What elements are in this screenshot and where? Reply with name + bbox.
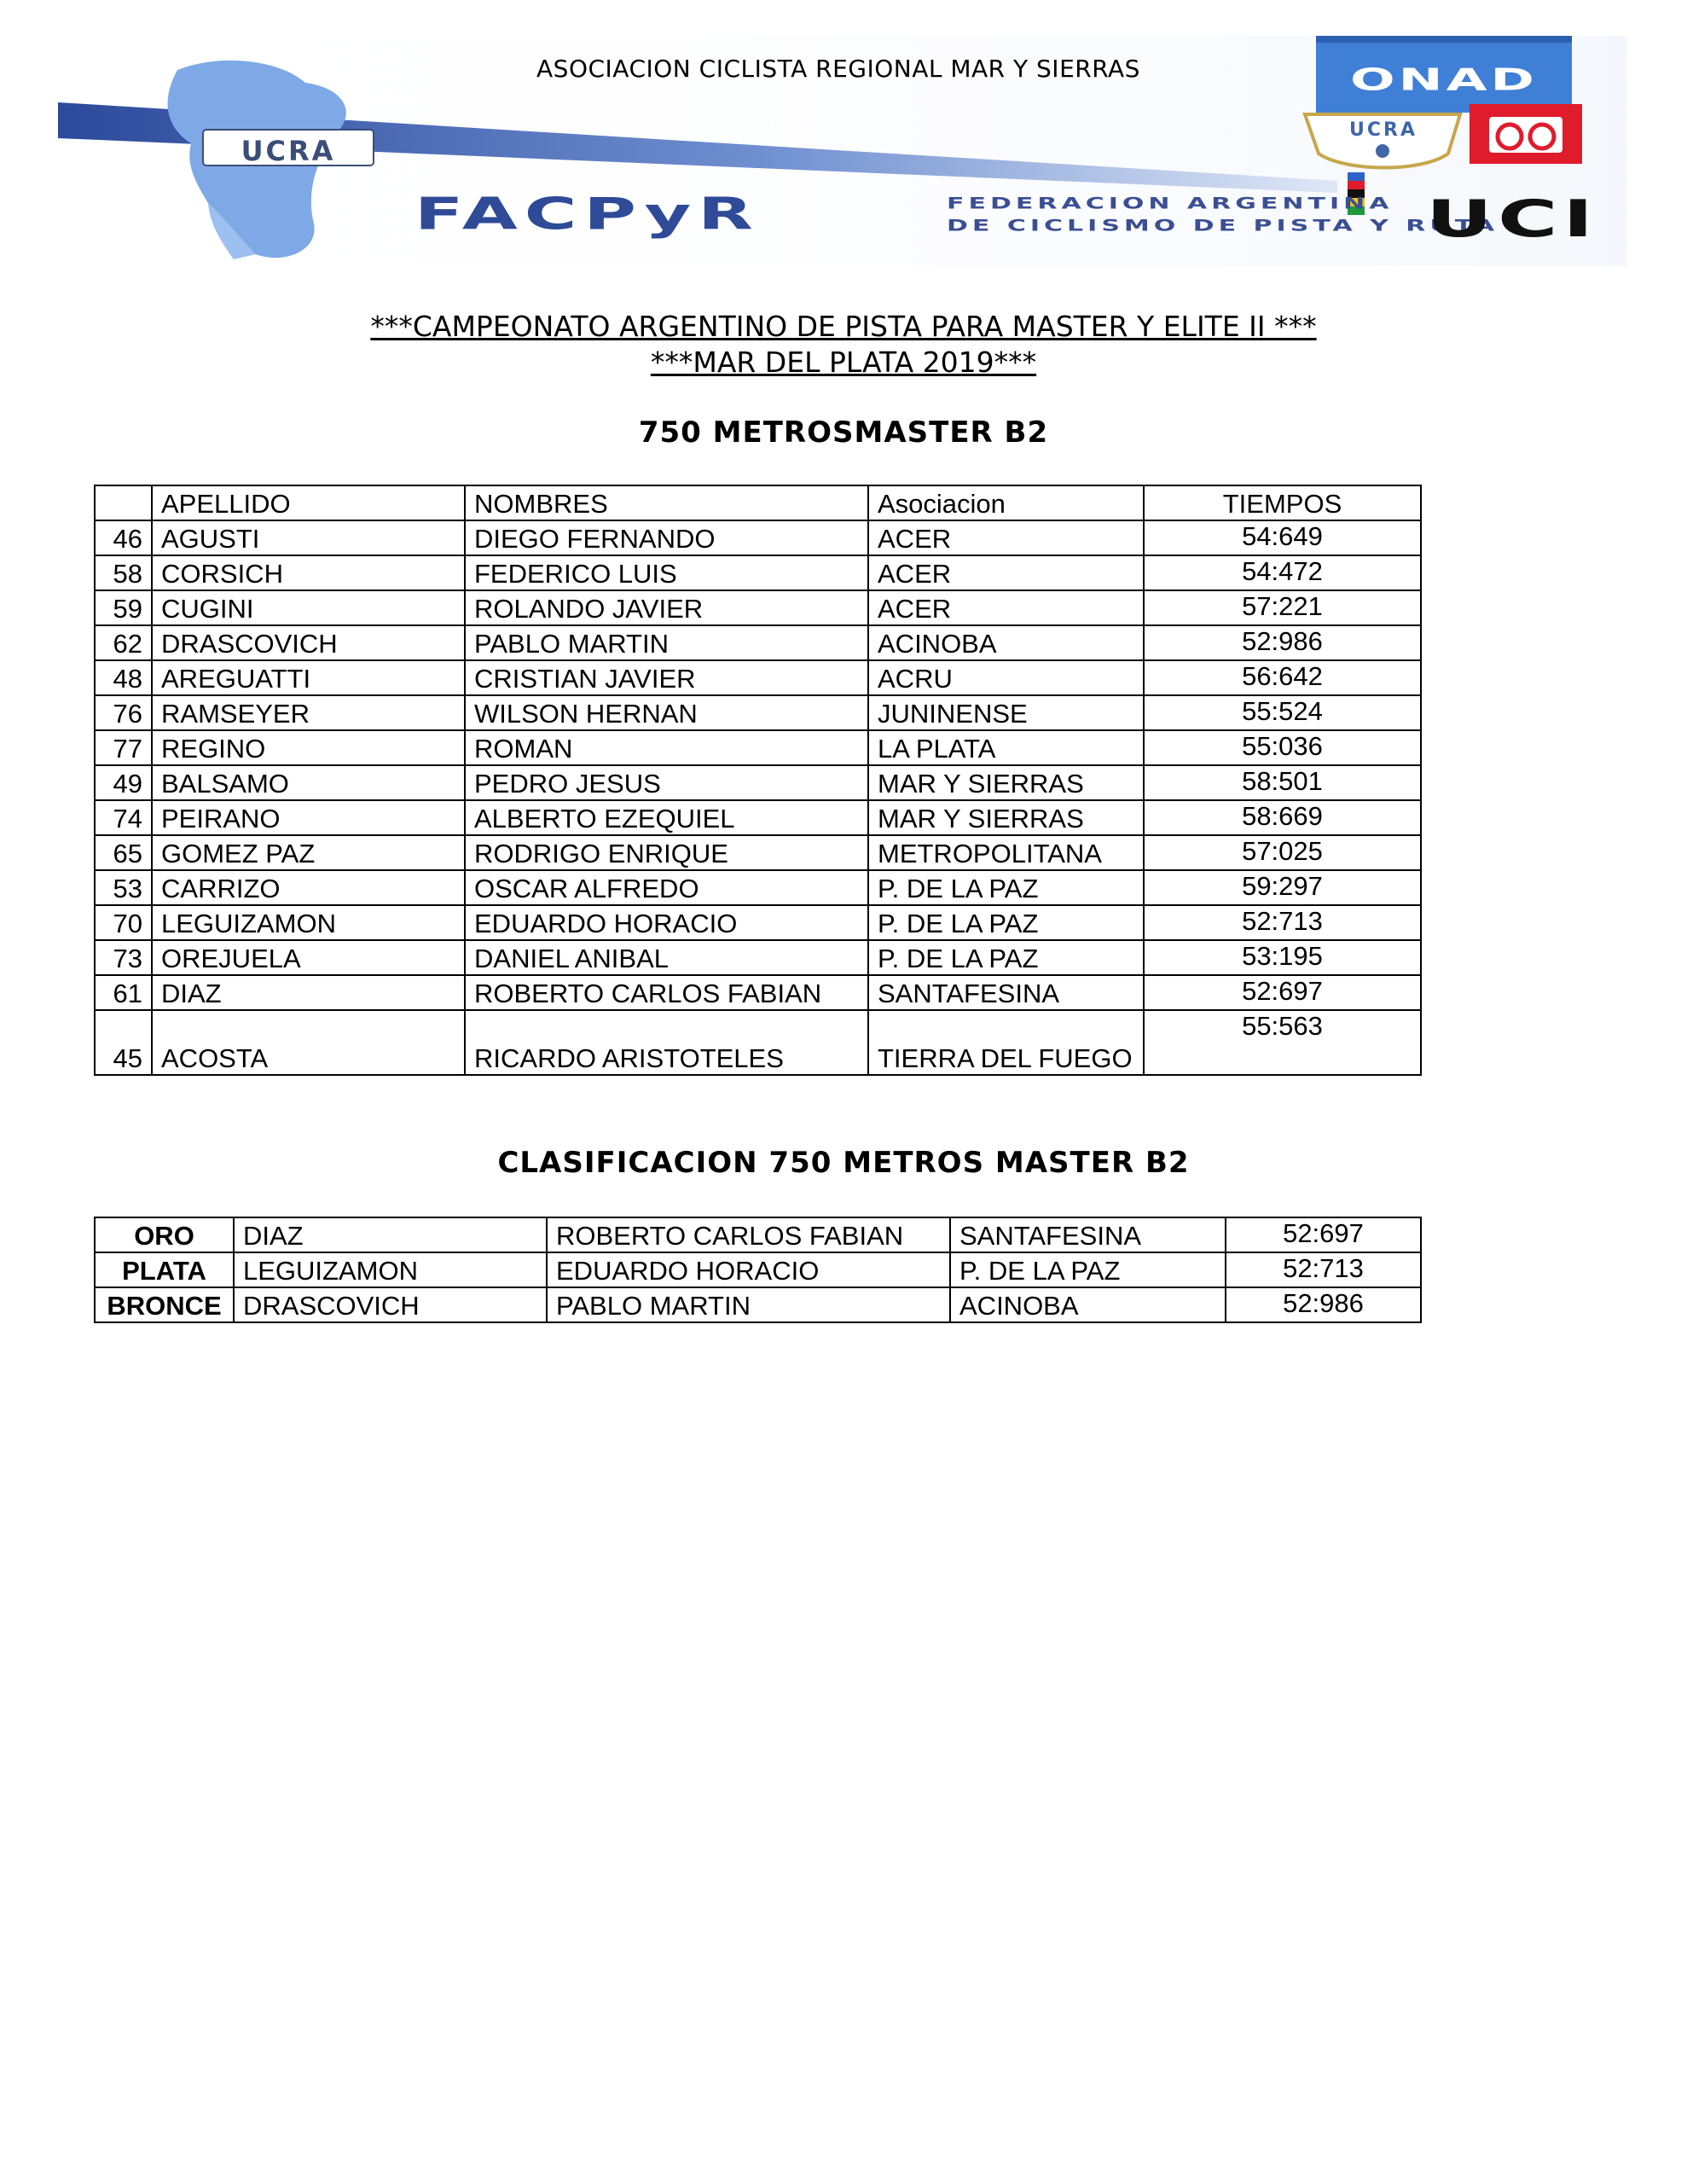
rider-surname: DRASCOVICH: [234, 1287, 547, 1322]
rider-association: JUNINENSE: [868, 695, 1144, 730]
rider-time: 59:297: [1144, 870, 1421, 905]
rider-time: 58:669: [1144, 800, 1421, 835]
rider-time: 57:025: [1144, 835, 1421, 870]
rider-association: ACINOBA: [950, 1287, 1226, 1322]
rider-time: 53:195: [1144, 940, 1421, 975]
rider-association: P. DE LA PAZ: [868, 940, 1144, 975]
rider-surname: ACOSTA: [152, 1010, 465, 1075]
rider-names: OSCAR ALFREDO: [465, 870, 868, 905]
rider-time: 54:472: [1144, 555, 1421, 590]
results-header-row: [95, 485, 1421, 520]
rider-names: DANIEL ANIBAL: [465, 940, 868, 975]
header-banner: [58, 36, 1627, 266]
uci-wordmark: UCI: [1426, 189, 1599, 249]
rider-surname: GOMEZ PAZ: [152, 835, 465, 870]
rider-association: MAR Y SIERRAS: [868, 800, 1144, 835]
classification-table: [94, 1217, 1422, 1323]
rider-time: 52:986: [1144, 625, 1421, 660]
ucra-map-label: UCRA: [241, 135, 336, 167]
rider-time: 52:713: [1144, 905, 1421, 940]
results-table: [94, 485, 1422, 1076]
rider-names: CRISTIAN JAVIER: [465, 660, 868, 695]
rider-number: 45: [95, 1010, 152, 1075]
rider-surname: LEGUIZAMON: [152, 905, 465, 940]
table-row: [95, 1010, 1421, 1075]
rider-names: ROMAN: [465, 730, 868, 765]
table-row: [95, 765, 1421, 800]
rider-association: ACER: [868, 555, 1144, 590]
rider-time: 55:036: [1144, 730, 1421, 765]
rider-names: RICARDO ARISTOTELES: [465, 1010, 868, 1075]
rider-association: TIERRA DEL FUEGO: [868, 1010, 1144, 1075]
rider-association: MAR Y SIERRAS: [868, 765, 1144, 800]
rider-names: EDUARDO HORACIO: [465, 905, 868, 940]
results-heading: 750 METROSMASTER B2: [638, 415, 1049, 450]
rider-names: PABLO MARTIN: [465, 625, 868, 660]
rider-time: 57:221: [1144, 590, 1421, 625]
rider-number: 77: [95, 730, 152, 765]
rider-surname: BALSAMO: [152, 765, 465, 800]
rider-number: 74: [95, 800, 152, 835]
rider-surname: OREJUELA: [152, 940, 465, 975]
rider-names: ROBERTO CARLOS FABIAN: [465, 975, 868, 1010]
rider-names: PABLO MARTIN: [547, 1287, 950, 1322]
rider-number: 48: [95, 660, 152, 695]
rider-number: 70: [95, 905, 152, 940]
header-asociacion: Asociacion: [868, 485, 1144, 520]
table-row: [95, 975, 1421, 1010]
rider-surname: LEGUIZAMON: [234, 1252, 547, 1287]
rider-names: ROLANDO JAVIER: [465, 590, 868, 625]
rider-surname: PEIRANO: [152, 800, 465, 835]
table-row: [95, 520, 1421, 555]
rider-surname: DIAZ: [234, 1217, 547, 1252]
rider-association: ACER: [868, 590, 1144, 625]
rider-surname: AGUSTI: [152, 520, 465, 555]
rider-surname: CARRIZO: [152, 870, 465, 905]
table-row: [95, 835, 1421, 870]
podium-row-silver: [95, 1252, 1421, 1287]
header-nombres: NOMBRES: [465, 485, 868, 520]
rider-names: WILSON HERNAN: [465, 695, 868, 730]
rider-time: 52:697: [1226, 1217, 1421, 1252]
rider-surname: CORSICH: [152, 555, 465, 590]
rider-association: P. DE LA PAZ: [950, 1252, 1226, 1287]
rider-association: SANTAFESINA: [950, 1217, 1226, 1252]
rider-association: ACER: [868, 520, 1144, 555]
rider-number: 76: [95, 695, 152, 730]
rider-names: PEDRO JESUS: [465, 765, 868, 800]
rider-association: METROPOLITANA: [868, 835, 1144, 870]
rider-surname: RAMSEYER: [152, 695, 465, 730]
rider-time: 52:713: [1226, 1252, 1421, 1287]
header-tiempos: TIEMPOS: [1144, 485, 1421, 520]
podium-row-gold: [95, 1217, 1421, 1252]
federation-line-2: DE CICLISMO DE PISTA Y RUTA: [947, 217, 1499, 235]
medal-label: BRONCE: [95, 1287, 234, 1322]
rider-number: 65: [95, 835, 152, 870]
rider-surname: DRASCOVICH: [152, 625, 465, 660]
rider-number: 49: [95, 765, 152, 800]
classification-heading: CLASIFICACION 750 METROS MASTER B2: [497, 1146, 1190, 1180]
table-row: [95, 870, 1421, 905]
rider-association: LA PLATA: [868, 730, 1144, 765]
medal-label: ORO: [95, 1217, 234, 1252]
rider-time: 55:563: [1144, 1010, 1421, 1075]
federation-line-1: FEDERACION ARGENTINA: [947, 195, 1394, 213]
rider-surname: DIAZ: [152, 975, 465, 1010]
table-row: [95, 730, 1421, 765]
podium-row-bronze: [95, 1287, 1421, 1322]
rider-names: ROBERTO CARLOS FABIAN: [547, 1217, 950, 1252]
table-row: [95, 555, 1421, 590]
rider-association: P. DE LA PAZ: [868, 905, 1144, 940]
rider-number: 62: [95, 625, 152, 660]
rider-names: RODRIGO ENRIQUE: [465, 835, 868, 870]
rider-surname: CUGINI: [152, 590, 465, 625]
rider-association: ACINOBA: [868, 625, 1144, 660]
rider-time: 52:697: [1144, 975, 1421, 1010]
rider-names: EDUARDO HORACIO: [547, 1252, 950, 1287]
table-row: [95, 695, 1421, 730]
table-row: [95, 905, 1421, 940]
rider-names: ALBERTO EZEQUIEL: [465, 800, 868, 835]
rider-names: FEDERICO LUIS: [465, 555, 868, 590]
header-apellido: APELLIDO: [152, 485, 465, 520]
facpyr-wordmark: FACPyR: [415, 188, 760, 240]
rider-association: P. DE LA PAZ: [868, 870, 1144, 905]
rider-time: 52:986: [1226, 1287, 1421, 1322]
rider-number: 61: [95, 975, 152, 1010]
rider-number: 59: [95, 590, 152, 625]
rider-association: SANTAFESINA: [868, 975, 1144, 1010]
rider-number: 53: [95, 870, 152, 905]
rider-time: 55:524: [1144, 695, 1421, 730]
table-row: [95, 660, 1421, 695]
championship-location: ***MAR DEL PLATA 2019***: [650, 346, 1037, 379]
rider-time: 58:501: [1144, 765, 1421, 800]
rider-surname: REGINO: [152, 730, 465, 765]
medal-label: PLATA: [95, 1252, 234, 1287]
rider-number: 73: [95, 940, 152, 975]
rider-association: ACRU: [868, 660, 1144, 695]
table-row: [95, 625, 1421, 660]
table-row: [95, 800, 1421, 835]
rider-time: 56:642: [1144, 660, 1421, 695]
onad-label: ONAD: [1349, 61, 1539, 98]
ucra-badge-label: UCRA: [1349, 119, 1417, 141]
rider-time: 54:649: [1144, 520, 1421, 555]
rider-number: 46: [95, 520, 152, 555]
rider-number: 58: [95, 555, 152, 590]
table-row: [95, 590, 1421, 625]
rider-surname: AREGUATTI: [152, 660, 465, 695]
table-row: [95, 940, 1421, 975]
header-num: [95, 485, 152, 520]
rider-names: DIEGO FERNANDO: [465, 520, 868, 555]
association-name: ASOCIACION CICLISTA REGIONAL MAR Y SIERRAS: [536, 55, 1140, 83]
championship-title: ***CAMPEONATO ARGENTINO DE PISTA PARA MASTER Y ELITE II ***: [370, 310, 1317, 343]
